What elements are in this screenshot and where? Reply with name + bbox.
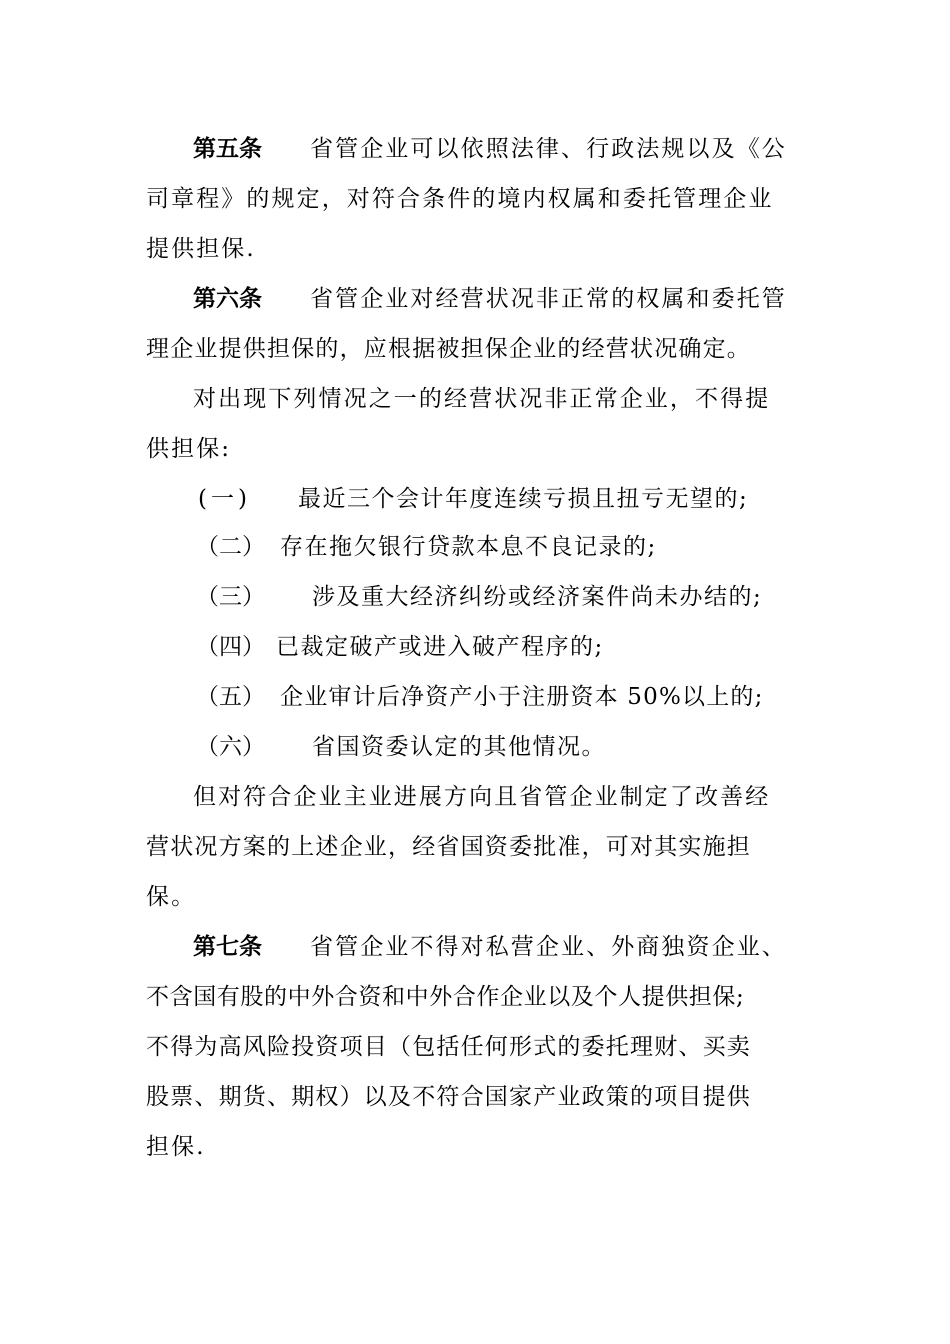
article-5-line-3: 提供担保. xyxy=(146,236,256,262)
article-7-line-3: 不得为高风险投资项目（包括任何形式的委托理财、买卖 xyxy=(146,1034,751,1060)
list-item-text: 省国资委认定的其他情况。 xyxy=(312,734,606,760)
article-7-line-4: 股票、期货、期权）以及不符合国家产业政策的项目提供 xyxy=(146,1084,751,1110)
article-7-label xyxy=(193,932,311,962)
article-6-line-2: 理企业提供担保的，应根据被担保企业的经营状况确定。 xyxy=(146,336,751,362)
article-5-label xyxy=(193,134,311,164)
article-7-line-2: 不含国有股的中外合资和中外合作企业以及个人提供担保; xyxy=(146,984,745,1010)
article-6-para-3-line-3: 保。 xyxy=(146,884,197,910)
list-item-text: 最近三个会计年度连续亏损且扭亏无望的; xyxy=(298,486,749,512)
list-item-number: （六） xyxy=(196,734,265,760)
article-6-para-2-line-1: 对出现下列情况之一的经营状况非正常企业，不得提 xyxy=(193,386,771,412)
article-label: 第七条 xyxy=(193,934,262,960)
article-5-line-1: 省管企业可以依照法律、行政法规以及《公 xyxy=(310,136,787,162)
list-item-text: 涉及重大经济纠纷或经济案件尚未办结的; xyxy=(312,584,763,610)
list-item-text: 企业审计后净资产小于注册资本 50%以上的; xyxy=(280,684,764,710)
list-item-number: (一) xyxy=(198,486,251,512)
article-6-para-2-line-2: 供担保: xyxy=(146,436,232,462)
list-item-text: 已裁定破产或进入破产程序的; xyxy=(276,634,604,660)
article-6-line-1: 省管企业对经营状况非正常的权属和委托管 xyxy=(310,286,787,312)
list-item-number: （二） xyxy=(196,534,265,560)
list-item-number: （四） xyxy=(196,634,265,660)
list-item-number: （五） xyxy=(196,684,265,710)
article-5-line-2: 司章程》的规定，对符合条件的境内权属和委托管理企业 xyxy=(146,186,774,212)
article-7-line-1: 省管企业不得对私营企业、外商独资企业、 xyxy=(310,934,787,960)
article-6-label xyxy=(193,284,311,314)
article-7-line-5: 担保. xyxy=(146,1134,206,1160)
article-label: 第六条 xyxy=(193,286,262,312)
article-6-para-3-line-2: 营状况方案的上述企业，经省国资委批准，可对其实施担 xyxy=(146,834,751,860)
article-label: 第五条 xyxy=(193,136,262,162)
article-6-para-3-line-1: 但对符合企业主业进展方向且省管企业制定了改善经 xyxy=(193,784,771,810)
list-item-number: （三） xyxy=(196,584,265,610)
list-item-text: 存在拖欠银行贷款本息不良记录的; xyxy=(280,534,657,560)
